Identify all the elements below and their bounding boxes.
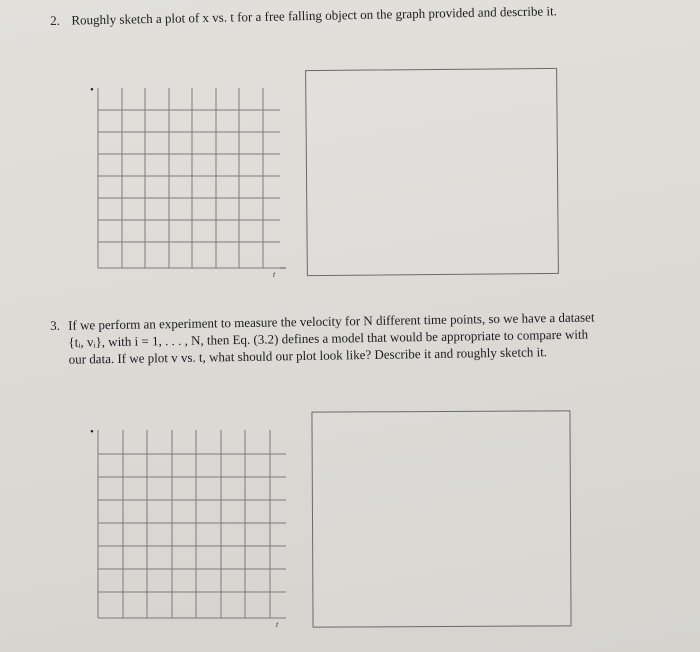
- question-text: Roughly sketch a plot of x vs. t for a free falling object on the graph provided and describe it.: [71, 3, 558, 28]
- x-axis-label: t: [273, 270, 276, 278]
- y-axis-label: •: [90, 84, 94, 96]
- question-2: [50, 0, 650, 29]
- question-number: 3.: [50, 317, 61, 333]
- question-text-line-1: If we perform an experiment to measure the velocity for N different time points, so we have a dataset: [68, 309, 595, 333]
- graph-grid-q3: [86, 424, 292, 628]
- y-axis-label: •: [90, 426, 94, 438]
- question-text-line-2: {tᵢ, vᵢ}, with i = 1, . . . , N, then Eq. (3.2) defines a model that would be appropriate to compare with: [68, 326, 589, 350]
- question-text-line-3: our data. If we plot v vs. t, what should our plot look like? Describe it and roughly sketch it.: [68, 344, 548, 367]
- graph-grid-q2: [86, 82, 286, 278]
- sketch-box-q2[interactable]: [305, 68, 559, 276]
- question-number: 2.: [50, 12, 61, 28]
- question-3: [50, 307, 679, 368]
- x-axis-label: t: [276, 620, 279, 628]
- sketch-box-q3[interactable]: [311, 410, 571, 627]
